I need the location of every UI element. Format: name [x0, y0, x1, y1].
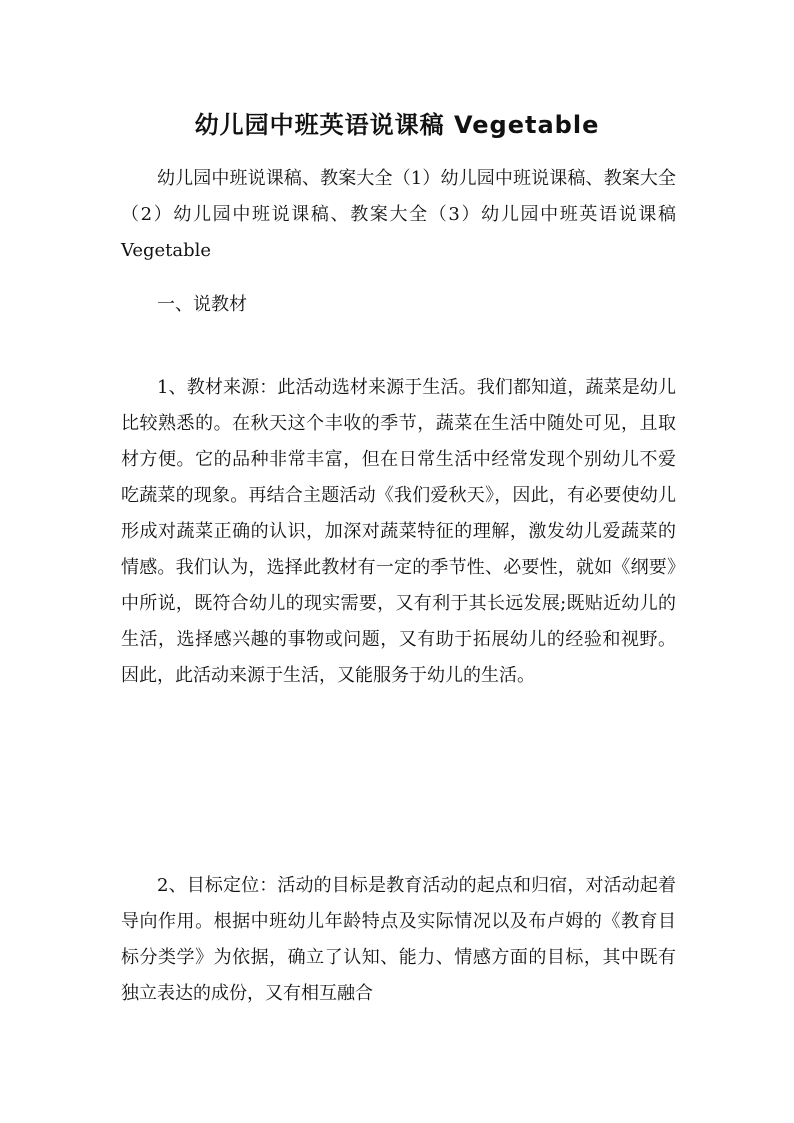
- document-title: 幼儿园中班英语说课稿 Vegetable: [194, 111, 600, 139]
- intro-paragraph: 幼儿园中班说课稿、教案大全（1）幼儿园中班说课稿、教案大全（2）幼儿园中班说课稿、教案大全（3）幼儿园中班英语说课稿 Vegetable: [121, 168, 676, 261]
- paragraph-material-source: 1、教材来源：此活动选材来源于生活。我们都知道，蔬菜是幼儿比较熟悉的。在秋天这个丰收的季节，蔬菜在生活中随处可见，且取材方便。它的品种非常丰富，但在日常生活中经常发现个别幼儿不爱吃蔬菜的现象。再结合主题活动《我们爱秋天》，因此，有必要使幼儿形成对蔬菜正确的认识，加深对蔬菜特征的理解，激发幼儿爱蔬菜的情感。我们认为，选择此教材有一定的季节性、必要性，就如《纲要》中所说，既符合幼儿的现实需要，又有利于其长远发展;既贴近幼儿的生活，选择感兴趣的事物或问题，又有助于拓展幼儿的经验和视野。因此，此活动来源于生活，又能服务于幼儿的生活。: [121, 377, 676, 686]
- paragraph-goal-positioning: 2、目标定位：活动的目标是教育活动的起点和归宿，对活动起着导向作用。根据中班幼儿年龄特点及实际情况以及布卢姆的《教育目标分类学》为依据，确立了认知、能力、情感方面的目标，其中既有独立表达的成份，又有相互融合: [121, 875, 676, 1004]
- section-heading: 一、说教材: [157, 294, 247, 315]
